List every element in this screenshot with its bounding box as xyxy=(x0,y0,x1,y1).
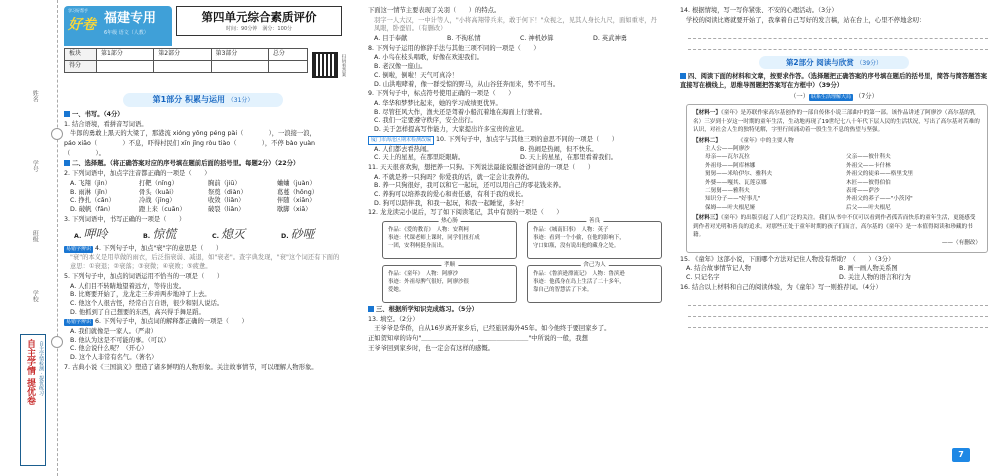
character-entry: 外祖父的养子——"小茨冈" xyxy=(846,196,913,203)
section-icon xyxy=(368,306,374,312)
subsection-points: （7分） xyxy=(855,92,878,100)
options xyxy=(368,35,662,44)
score-table-row xyxy=(65,49,308,61)
part-points: （39分） xyxy=(856,60,883,68)
option[interactable]: C. 他会说什么呢？（开心） xyxy=(70,345,148,353)
grade-label: 6年级 语文（人教） xyxy=(104,30,149,36)
answer-line[interactable] xyxy=(688,39,988,50)
handwriting-word: 熄灭 xyxy=(221,227,246,242)
character-entry: 后父——叶夫根尼 xyxy=(846,204,891,211)
section-title: 二、选择题。（将正确答案对应的序号填在题前后面的括号里。每题2分）（22分） xyxy=(72,160,300,168)
section-title: 一、书写。（4分） xyxy=(72,111,124,118)
character-entry: 外祖母——阿库林娜 xyxy=(705,162,756,169)
series-badge-title: 自主学情 提优卷 xyxy=(25,339,35,406)
margin-label-school: 学校 xyxy=(31,290,39,302)
character-entry: 保姆——叶夫根尼娅 xyxy=(705,204,756,211)
option[interactable]: D. 这个人非常有名气。（著名） xyxy=(70,354,158,362)
note-card-line: 作品：《童年》 人物：阿廖沙 xyxy=(388,271,459,278)
note-card-line: 事迹：外祖母脾气很好，阿廖沙很 xyxy=(388,278,469,285)
option[interactable]: C. 神机妙算 xyxy=(520,35,554,43)
options xyxy=(368,54,662,89)
left-content xyxy=(64,6,346,373)
option[interactable]: D. 山洪咆哮着，像一群受惊的野马，从山谷狂奔而来，势不可当。 xyxy=(374,80,560,88)
character-entry: 舅舅——米哈伊尔、雅科夫 xyxy=(705,171,773,178)
note-card-title: 舍己为人 xyxy=(580,261,608,269)
section-heading xyxy=(680,73,988,90)
option[interactable]: D. 破帆（fān） xyxy=(70,205,115,213)
option-part: 祭奠（diàn） xyxy=(208,188,247,196)
character-entry: 主人公——阿廖沙 xyxy=(705,146,750,152)
series-badge xyxy=(20,334,46,466)
binding-margin xyxy=(0,0,58,476)
note-card-line: 作品：《爱的教育》 人物：安利柯 xyxy=(388,227,469,234)
note-card-title: 热心肠 xyxy=(438,217,461,225)
option[interactable]: A. 不就是养一只狗吗？你爱我的话，就一定会让我养的。 xyxy=(374,173,534,181)
option-part: 蹬上来（cuān） xyxy=(139,205,186,213)
question-text: 羽字一人大汉，一中计等人，"小将高翔带兵来，敢于何下！"众视之，见其人身长九尺，面如重枣，丹凤眼，卧蚕眉。（有删改） xyxy=(374,16,657,33)
material-text: 《童年》的出版引起了人们广泛的关注。我们从书中不仅可以看到作者孤苦而快乐的童年生活，更能感受到作者对光明和善良的追求。对那些正处于童年时期的孩子们而言，高尔基的《童年》是一本值得阅读和珍藏的书籍。 xyxy=(693,215,976,238)
note-card-title: 善良 xyxy=(586,217,603,225)
note-card-line: 守口如瓶，没有说出他的藏身之处。 xyxy=(533,242,620,249)
options xyxy=(368,146,662,163)
material-label: 【材料一】 xyxy=(693,110,721,117)
character-entry: 二舅舅——雅科夫 xyxy=(705,187,750,194)
option[interactable]: B. 不拘私情 xyxy=(447,35,481,43)
section-icon xyxy=(64,160,70,166)
margin-label-class: 班级 xyxy=(31,230,39,242)
option[interactable] xyxy=(281,226,342,243)
score-table-row xyxy=(65,61,308,73)
question-tag: 厦门市海沧区期末检测改编 xyxy=(368,136,434,145)
section-heading xyxy=(64,160,342,169)
material-title: 《童年》中的主要人物 xyxy=(740,137,794,144)
question-text: 4. 下列句子中，加点"衰"字的意思是（ ） xyxy=(95,244,223,252)
material-source: ——（有删改） xyxy=(941,240,981,247)
option-part: 葛蔓（hōng） xyxy=(277,188,319,196)
unit-title: 第四单元综合素质评价 xyxy=(201,10,317,24)
answer-line[interactable] xyxy=(688,295,988,306)
question-15: 15. 《童年》这部小说，下面哪个方法对记住人物没有帮助？（ ）（3分） xyxy=(680,255,895,263)
option[interactable]: C. 他这个人很古怪，经常自言自语，很少和别人说话。 xyxy=(70,299,224,307)
option[interactable] xyxy=(143,226,204,243)
option-part: 冷战（jīng） xyxy=(139,197,176,205)
question-5: 5. 下列句子中，加点的词语运用不恰当的一项是（ ） xyxy=(64,272,224,280)
margin-label-name: 姓名 xyxy=(31,90,39,102)
character-entry: 母亲——瓦尔瓦拉 xyxy=(705,154,750,161)
option[interactable]: A. 结合故事情节记人物 xyxy=(686,265,751,273)
option[interactable]: B. 他认为这是不可能的事。（可以） xyxy=(70,336,170,344)
option-letter: B. xyxy=(143,233,151,241)
material-text: 《童年》是苏联作家高尔基创作的一部自传体小说三部曲中的第一部。该作品讲述了阿廖沙（高尔基的乳名）三岁到十岁这一时期的童年生活，生动地再现了19世纪七八十年代下层人民的生活状况，写出了高尔基对苦难的认识，对社会人生的独特见解，字里行间涌动着一股生生不息的热望与坚强。 xyxy=(693,110,980,134)
margin-label-number: 学号 xyxy=(31,160,39,172)
question-11: 11. 天天很喜欢狗，想把养一只狗。下列说法最能说服爸爸同意的一项是（ ） xyxy=(368,163,595,171)
binding-hole xyxy=(51,336,63,348)
question-3: 3. 下列词语中，书写正确的一项是（ ） xyxy=(64,215,186,223)
option[interactable]: C. 我们一定要遵守秩序，安全出行。 xyxy=(374,117,477,125)
question-13: 13. 填空。（2分） xyxy=(368,315,419,323)
option-part: 胸前（jiū） xyxy=(208,179,241,187)
question-10 xyxy=(368,136,662,145)
option[interactable]: B. 尽管狂风大作，渔夫还是驾着小船沉着地在海面上行驶着。 xyxy=(374,108,547,116)
score-cell: 得分 xyxy=(65,61,97,73)
score-input[interactable] xyxy=(268,61,307,73)
option[interactable] xyxy=(74,226,135,243)
option-part: 伴随（xiān） xyxy=(277,197,316,205)
character-entry xyxy=(846,145,981,153)
question-16: 16. 结合以上材料和自己的阅读体验，为《童年》写一则推荐词。（4分） xyxy=(680,283,882,291)
option[interactable]: A. 人们都去看热闹。 xyxy=(374,145,433,153)
question-text: 牛郎的勇敢上黑天的大梁了，那港流 xióng yǒng péng pài（ ），一浪接一浪， xyxy=(70,130,316,138)
question-1: 1. 结合语境，看拼音写词语。 xyxy=(64,120,148,128)
material-3 xyxy=(693,214,981,239)
options xyxy=(64,283,342,318)
character-entry: 知识分子——"好事儿" xyxy=(705,196,761,203)
answer-lines[interactable] xyxy=(688,295,988,328)
question-text: （ ）。 xyxy=(64,149,105,157)
binding-hole xyxy=(51,128,63,140)
option[interactable]: B. 比赛要开始了，龙龙走三步并两步地冲了上去。 xyxy=(70,291,211,299)
character-entry: 父亲——彼什科夫 xyxy=(846,154,891,161)
option[interactable]: C. 养狗可以培养我的爱心和责任感，有利于我的成长。 xyxy=(374,190,528,198)
score-cell: 第1部分 xyxy=(97,49,154,61)
note-card[interactable] xyxy=(527,218,662,259)
answer-line[interactable] xyxy=(688,306,988,317)
part-title: 积累与运用 xyxy=(184,95,225,104)
question-text: 学校的阅读比赛就要开始了，我拿着自己写好的发言稿，站在台上，心里不停地念叨： xyxy=(686,16,926,24)
option-letter: D. xyxy=(281,233,289,241)
option[interactable]: C. 倒啦，倒啦！天气可真冷！ xyxy=(374,71,458,79)
subsection-heading xyxy=(680,93,988,102)
section-heading xyxy=(368,306,662,315)
options xyxy=(680,265,988,282)
score-input[interactable] xyxy=(154,61,211,73)
option[interactable]: B. 热闹是热闹，但不快乐。 xyxy=(520,145,598,153)
score-cell: 第2部分 xyxy=(154,49,211,61)
handwriting-options xyxy=(64,226,342,243)
question-7: 7. 古典小说《三国演义》塑造了诸多鲜明的人物形象。关注故事情节，可以理解人物形象。 xyxy=(64,363,318,371)
header xyxy=(64,6,342,46)
score-input[interactable] xyxy=(97,61,154,73)
question-text: "衰"的本义是用草做的雨衣，后泛指衰弱、减退，如"衰老"。查字典发现，"衰"这个词还有下面的意思：①衰退；②衰落；③衰微；④衰败；⑤疲惫。 xyxy=(70,254,340,271)
part-number: 第2部分 xyxy=(785,58,814,68)
option[interactable]: A. 我们就像是一家人。（严肃） xyxy=(70,327,157,335)
section-icon xyxy=(64,111,70,117)
part-points: （31分） xyxy=(227,97,254,104)
options xyxy=(368,174,662,209)
question-4 xyxy=(64,245,342,254)
character-entry: 外祖父的徒弟——格里戈里 xyxy=(846,171,914,178)
character-list xyxy=(693,145,981,212)
qr-code[interactable] xyxy=(312,52,338,78)
question-text: 王爷爷是华侨，自从16岁离开家乡后，已经旅居海外45年。如今他终于要回家乡了。 xyxy=(374,325,611,333)
handwriting-word: 呷呤 xyxy=(83,227,108,242)
page-number: 7 xyxy=(952,448,970,462)
score-cell: 第3部分 xyxy=(211,49,268,61)
option[interactable]: B. 老汉像一座山。 xyxy=(374,63,427,71)
material-box xyxy=(686,104,988,252)
options xyxy=(64,328,342,363)
question-14: 14. 根据情境，写一写你紧张、不安的心理活动。（3分） xyxy=(680,7,838,14)
score-cell: 总分 xyxy=(268,49,307,61)
part-number: 第1部分 xyxy=(152,95,183,104)
material-2 xyxy=(693,137,981,145)
option[interactable]: D. 关注人物的语言和行为 xyxy=(839,274,911,282)
reading-note-cards xyxy=(368,218,662,303)
answer-line[interactable] xyxy=(688,28,988,39)
note-card[interactable] xyxy=(527,262,662,303)
unit-subtitle: 时间：90分钟 满分：100分 xyxy=(226,25,292,32)
option[interactable]: D. 天上的星星，在那里看着我们。 xyxy=(520,154,618,162)
middle-column xyxy=(348,0,670,476)
note-card-line: 爱她。 xyxy=(388,286,405,293)
question-9: 9. 下列句子中，标点符号使用正确的一项是（ ） xyxy=(368,90,515,98)
note-card-line: 作品：《城南旧事》 人物：英子 xyxy=(533,227,609,234)
material-label: 【材料三】 xyxy=(693,215,721,222)
note-card-line: 一团，安利柯挺身而出。 xyxy=(388,242,448,249)
question-text[interactable]: 正如贺知章的诗句"＿＿＿＿＿＿＿＿，＿＿＿＿＿＿＿＿"中所说的一般，我想 xyxy=(368,335,588,343)
option[interactable]: A. 目于奉献 xyxy=(374,35,408,43)
section-title: 四、阅读下面的材料和文章，按要求作答。（选择题把正确答案的序号填在题后的括号里，简答与简答题答案直接写在横线上，思维导图题把答案写在方框中）（39分） xyxy=(680,73,988,90)
note-card[interactable] xyxy=(382,262,517,303)
score-input[interactable] xyxy=(211,61,268,73)
score-cell: 板块 xyxy=(65,49,97,61)
question-tag: 易错字辨识 xyxy=(66,245,92,252)
material-1 xyxy=(693,109,981,134)
character-entry: 外婆——嘎其、瓦莲京娜 xyxy=(705,179,767,186)
left-page-column xyxy=(0,0,345,476)
series-badge-sub: 自主学情检测 · 提优练习 xyxy=(38,341,44,396)
part-banner xyxy=(759,56,909,69)
question-text: 下面这一情节主要表现了关羽（ ）的特点。 xyxy=(368,7,501,14)
option[interactable]: C. 只记名字 xyxy=(686,274,720,282)
option[interactable]: A. 人们目不转睛地望着远方，等待出发。 xyxy=(70,282,186,290)
brand-logo: 好卷 xyxy=(68,17,96,33)
option[interactable]: D. 关于怎样提高写作能力，大家提出许多宝贵的意见。 xyxy=(374,125,528,133)
option-part: 打靶（nǐng） xyxy=(139,179,178,187)
question-text: páo xiāo（ ）不息，吓得村民们 xīn jīng ròu tiào（ ），不停 bào yuàn xyxy=(64,140,316,148)
material-label: 【材料二】 xyxy=(693,137,719,144)
section-title: 三、根据所学知识完成练习。（5分） xyxy=(376,306,478,314)
option[interactable]: A. 华华和梦梦比起来，她的学习成绩更优异。 xyxy=(374,99,502,107)
character-entry: 木匠——彼得伯伯 xyxy=(846,179,891,186)
options xyxy=(64,180,342,215)
question-2: 2. 下列词语中，加点字注音都正确的一项是（ ） xyxy=(64,170,211,178)
option-part: 蛐蛐（juàn） xyxy=(277,179,316,187)
character-entry: 表哥——萨沙 xyxy=(846,187,880,194)
option-part: 收敛（liǎn） xyxy=(208,197,245,205)
option-part: 破裂（liǎn） xyxy=(208,205,245,213)
option[interactable]: B. 养一只狗很好，我可以和它一起玩，还可以用自己的零花钱来养。 xyxy=(374,182,565,190)
subsection-number: （一） xyxy=(790,92,809,100)
option-letter: A. xyxy=(74,233,82,241)
qr-label: 扫码看答案 xyxy=(341,54,346,77)
unit-title-box xyxy=(176,6,342,36)
note-card-line: 事迹：他孤身在岛上生活了二十多年， xyxy=(533,278,625,285)
question-text: 6. 下列句子中，加点词的解释都正确的一项是（ ） xyxy=(95,318,248,326)
option[interactable]: A. 飞翔（jìn） xyxy=(70,179,111,187)
option[interactable]: B. 雨淋（jǐn） xyxy=(70,188,112,196)
score-table xyxy=(64,48,308,73)
right-column xyxy=(672,0,1000,476)
answer-line[interactable] xyxy=(688,317,988,328)
character-entry: 外祖父——卡什林 xyxy=(846,162,891,169)
option[interactable]: B. 画一画人物关系图 xyxy=(839,265,898,273)
option[interactable]: D. 狗可以陪伴我，和我一起玩，和我一起睡觉，多好！ xyxy=(374,199,528,207)
brand-block xyxy=(64,6,172,46)
note-card-line: 事迹：代课老师上课时，同学们扭打成 xyxy=(388,234,480,241)
option-letter: C. xyxy=(212,233,220,241)
handwriting-word: 惊慌 xyxy=(152,227,177,242)
subsection-tag: 联系生活理解大局 xyxy=(810,93,851,100)
question-text: 10. 下列句子中，加点字与其他三项的意思不同的一项是（ ） xyxy=(436,135,619,143)
option[interactable] xyxy=(212,226,273,243)
note-card-title: 孝顺 xyxy=(441,261,458,269)
answer-lines[interactable] xyxy=(688,28,988,50)
question-12: 12. 龙龙读完小说后，写了如下阅读笔记，其中有误的一项是（ ） xyxy=(368,209,563,217)
part-title: 阅读与欣赏 xyxy=(816,58,854,68)
question-6 xyxy=(64,318,342,327)
region-label: 福建专用 xyxy=(104,11,157,26)
section-heading xyxy=(64,111,342,120)
option-part: 歇脚（xiā） xyxy=(277,205,312,213)
option-part: 骨头（kuǎi） xyxy=(139,188,178,196)
question-8: 8. 下列句子运用的修辞手法与其他三项不同的一项是（ ） xyxy=(368,44,540,52)
option[interactable]: A. 小鸟在枝头唱歌，好像在欢迎我们。 xyxy=(374,54,483,62)
option[interactable]: D. 英武神勇 xyxy=(593,35,628,43)
option[interactable]: C. 天上的星星，在那里眨眼睛。 xyxy=(374,154,465,162)
note-card-line: 作品：《鲁滨逊漂流记》 人物：鲁滨逊 xyxy=(533,271,625,278)
options xyxy=(368,100,662,135)
option[interactable]: C. 挣扎（cǎn） xyxy=(70,197,115,205)
section-icon xyxy=(680,73,686,79)
question-text: 王爷爷回到家乡时，也一定会有这样的感慨。 xyxy=(368,344,494,352)
note-card-line: 事迹：看到一个小偷，在他的影响下， xyxy=(533,234,625,241)
part-banner xyxy=(123,93,283,107)
handwriting-word: 砂哑 xyxy=(290,227,315,242)
question-tag: 易错字辨识 xyxy=(66,319,92,326)
note-card-line: 靠自己的智慧活了下来。 xyxy=(533,286,593,293)
note-card[interactable] xyxy=(382,218,517,259)
brand-tagline: 学习好帮手 xyxy=(68,8,88,13)
option[interactable]: D. 他抓到了自己想要的东西，高兴得手舞足蹈。 xyxy=(70,308,205,316)
